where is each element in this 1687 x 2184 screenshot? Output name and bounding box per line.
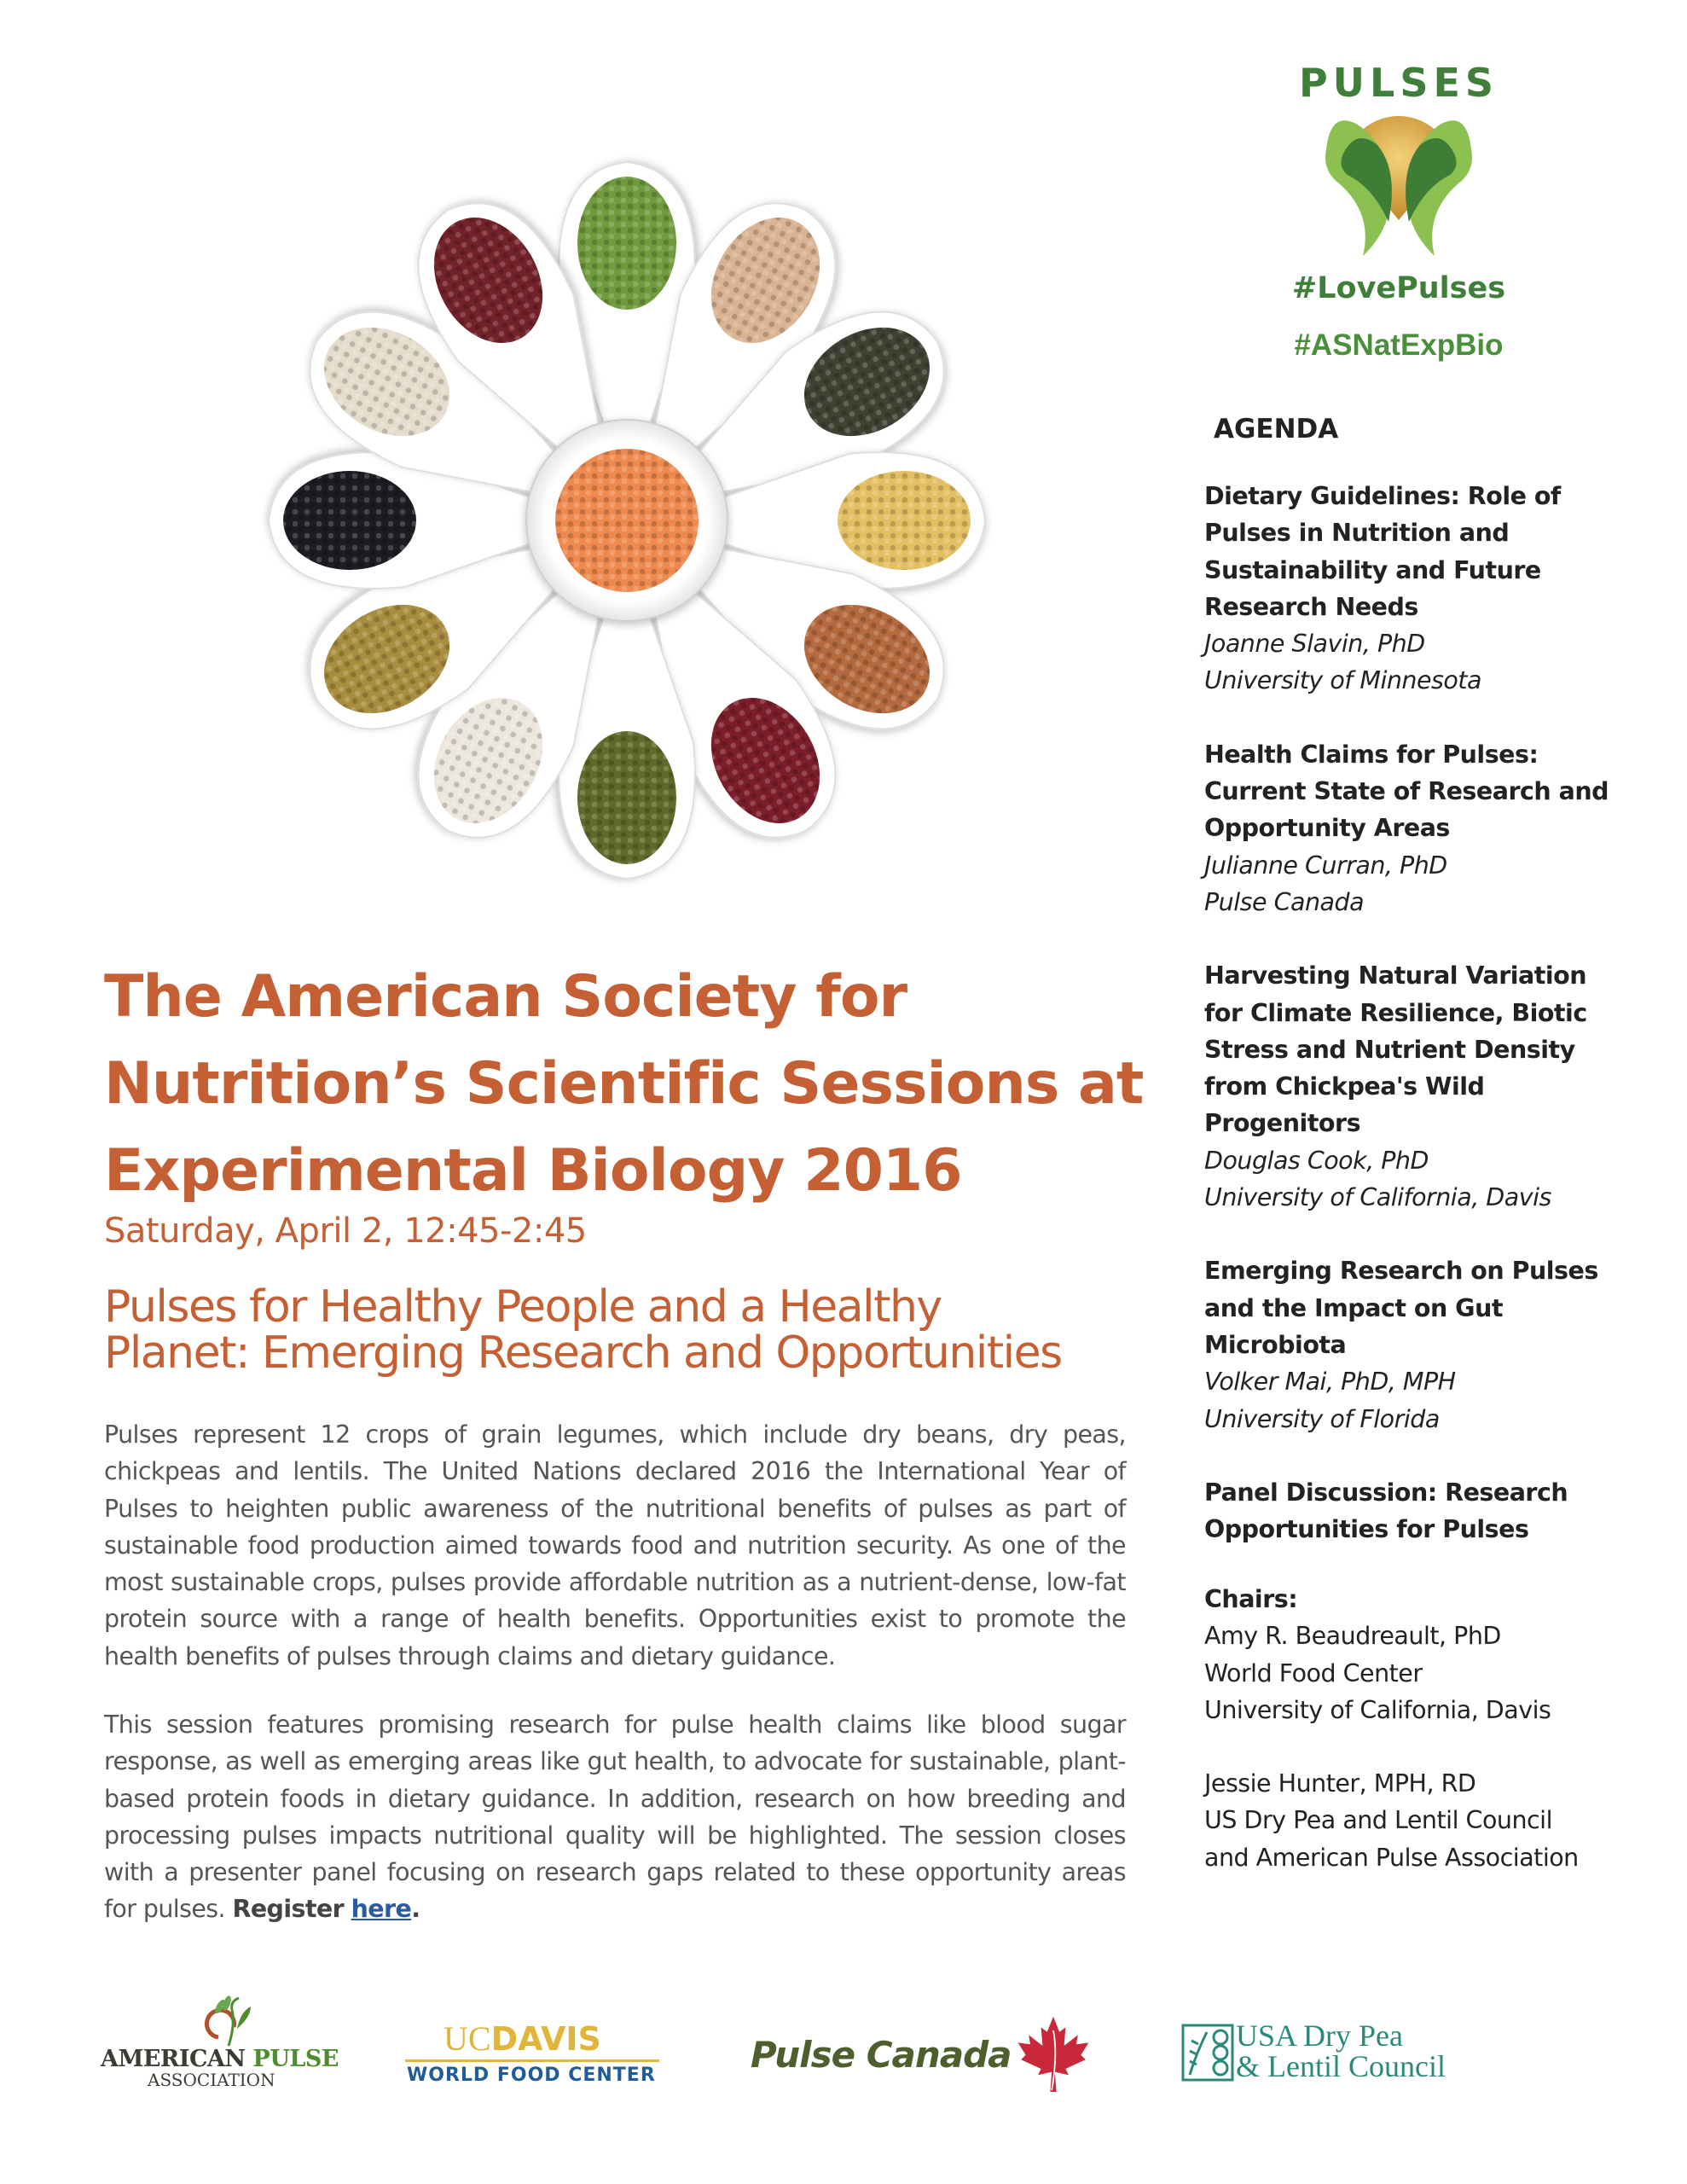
pulses-flower-image	[230, 149, 1023, 926]
american-pulse-association-logo	[101, 1995, 348, 2088]
intro-paragraph: Pulses represent 12 crops of grain legumes, which include dry beans, dry peas, chickpeas and lentils. The United Nations declared 2016 the International Year of Pulses to heighten public awareness of the nutritional benefits of pulses as part of sustainable food production aimed towards food and nutrition security. As one of the most sustainable crops, pulses provide affordable nutrition as a nutrient-dense, low-fat protein source with a range of health benefits. Opportunities exist to promote the health benefits of pulses through claims and dietary guidance.	[104, 1420, 1126, 1670]
chair-line: University of California, Davis	[1204, 1695, 1551, 1724]
agenda-item-title: Current State of Research and	[1204, 777, 1609, 806]
title-line: The American Society for	[104, 963, 907, 1031]
hashtag-lovepulses: #LovePulses	[1291, 271, 1506, 305]
pulse-canada-word: Pulse Canada	[751, 2034, 1012, 2076]
chair-line: and American Pulse Association	[1204, 1843, 1579, 1872]
agenda-item-title: Opportunities for Pulses	[1204, 1515, 1529, 1544]
agenda-speaker: Volker Mai, PhD, MPH	[1204, 1368, 1456, 1397]
agenda-affiliation: University of California, Davis	[1204, 1183, 1551, 1212]
pulse-canada-logo	[751, 2015, 1109, 2092]
agenda-affiliation: University of Florida	[1204, 1404, 1440, 1433]
pea-vine-icon	[194, 1995, 263, 2048]
agenda-item-title: Sustainability and Future	[1204, 555, 1541, 584]
session-paragraph	[104, 1706, 1126, 1928]
agenda-item	[1204, 957, 1682, 1216]
agenda-speaker: Joanne Slavin, PhD	[1204, 630, 1425, 659]
title-line: Experimental Biology 2016	[104, 1137, 962, 1205]
agenda-list	[1204, 478, 1682, 1584]
agenda-item-title: Health Claims for Pulses:	[1204, 740, 1539, 769]
chair-line: Amy R. Beaudreault, PhD	[1204, 1622, 1501, 1651]
apa-word-american: AMERICAN	[101, 2046, 246, 2072]
agenda-item-title: Opportunity Areas	[1204, 814, 1450, 843]
agenda-speaker: Douglas Cook, PhD	[1204, 1146, 1429, 1175]
agenda-item-title: Research Needs	[1204, 592, 1418, 621]
chairs-section	[1204, 1581, 1682, 1876]
agenda-item-title: Stress and Nutrient Density	[1204, 1035, 1575, 1064]
agenda-item	[1204, 736, 1682, 921]
hashtag-asnatexpbio: #ASNatExpBio	[1294, 328, 1504, 362]
chair-line: World Food Center	[1204, 1658, 1423, 1687]
pulses-logo-word: PULSES	[1298, 60, 1499, 106]
subtitle-line: Planet: Emerging Research and Opportunities	[104, 1327, 1062, 1379]
agenda-item-title: Harvesting Natural Variation	[1204, 961, 1587, 990]
register-period: .	[411, 1895, 420, 1924]
chairs-heading: Chairs:	[1204, 1585, 1298, 1613]
chair-line: US Dry Pea and Lentil Council	[1204, 1806, 1553, 1835]
session-paragraph-text: This session features promising research for pulse health claims like blood sugar response, as well as emerging areas like gut health, to advocate for sustainable, plant-based protein foods in dietary guidance. In addition, research on how breeding and processing pulses impacts nutritional quality will be highlighted. The session closes with a presenter panel focusing on research gaps related to these opportunity areas for pulses.	[104, 1711, 1126, 1924]
register-link[interactable]: here	[351, 1895, 412, 1924]
subtitle-line: Pulses for Healthy People and a Healthy	[104, 1281, 942, 1333]
agenda-affiliation: Pulse Canada	[1204, 887, 1365, 916]
ucd-davis: DAVIS	[490, 2020, 601, 2058]
pea-pod-emblem-icon	[1181, 2024, 1234, 2082]
uc-davis-world-food-center-logo	[405, 2019, 661, 2090]
agenda-item	[1204, 1252, 1682, 1437]
agenda-item-title: Dietary Guidelines: Role of	[1204, 482, 1561, 510]
agenda-item-title: Emerging Research on Pulses	[1204, 1257, 1598, 1286]
usa-dry-pea-lentil-council-logo	[1181, 2020, 1463, 2088]
register-label: Register	[232, 1895, 345, 1924]
apa-word-association: ASSOCIATION	[148, 2070, 275, 2090]
ucd-uc: UC	[443, 2019, 491, 2058]
agenda-item-title: Panel Discussion: Research	[1204, 1478, 1568, 1507]
agenda-item-title: Microbiota	[1204, 1330, 1347, 1359]
center-bowl	[526, 420, 728, 621]
usa-line1: USA Dry Pea	[1236, 2018, 1403, 2053]
event-title	[104, 954, 1144, 1215]
apa-word-pulse: PULSE	[252, 2046, 339, 2072]
agenda-heading: AGENDA	[1214, 414, 1339, 444]
ucd-world-food-center: WORLD FOOD CENTER	[407, 2065, 656, 2086]
title-line: Nutrition’s Scientific Sessions at	[104, 1050, 1144, 1118]
agenda-affiliation: University of Minnesota	[1204, 666, 1481, 695]
chair-line: Jessie Hunter, MPH, RD	[1204, 1769, 1476, 1798]
agenda-item-title: for Climate Resilience, Biotic	[1204, 998, 1587, 1027]
session-subtitle	[104, 1281, 1162, 1379]
agenda-speaker: Julianne Curran, PhD	[1204, 851, 1447, 880]
event-date: Saturday, April 2, 12:45-2:45	[104, 1211, 587, 1251]
usa-line2: & Lentil Council	[1236, 2049, 1446, 2083]
agenda-item-title: Progenitors	[1204, 1109, 1361, 1138]
agenda-item-title: Pulses in Nutrition and	[1204, 519, 1510, 548]
sun-leaves-icon	[1262, 51, 1535, 273]
maple-leaf-icon	[1011, 2015, 1096, 2092]
agenda-item	[1204, 1474, 1682, 1548]
agenda-item-title: from Chickpea's Wild	[1204, 1072, 1485, 1101]
agenda-item	[1204, 478, 1682, 700]
agenda-item-title: and the Impact on Gut	[1204, 1293, 1503, 1322]
